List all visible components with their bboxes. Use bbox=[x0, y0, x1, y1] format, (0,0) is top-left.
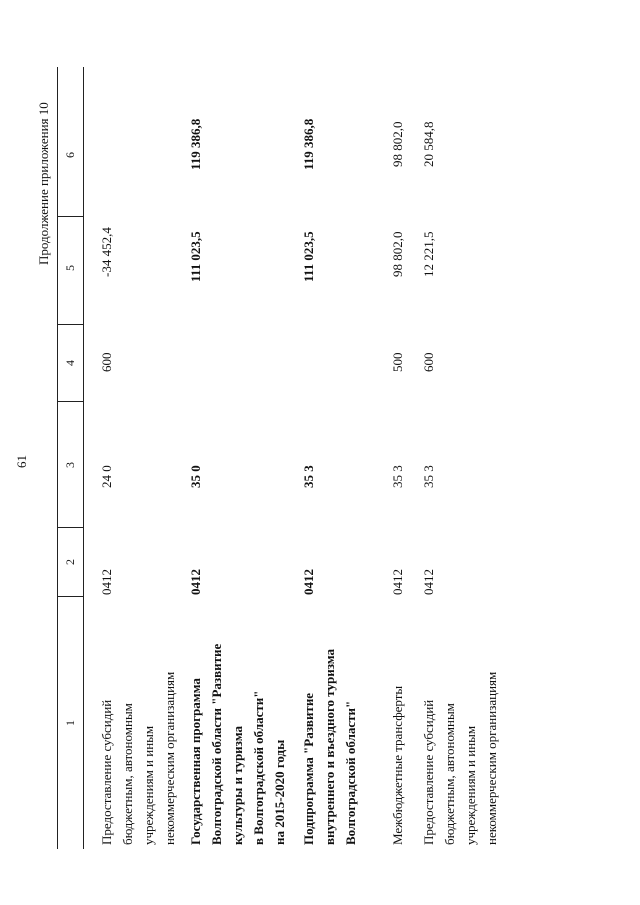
row-3-target: 35 3 bbox=[301, 465, 316, 488]
table-header-bottom-rule bbox=[83, 67, 84, 849]
row-1-name: Предоставление субсидий бюджетным, автономным учреждениям и иным некоммерческим организациям bbox=[99, 671, 177, 845]
row-5-section: 0412 bbox=[421, 569, 436, 595]
row-3-section: 0412 bbox=[301, 569, 316, 595]
row-4-name: Межбюджетные трансферты bbox=[390, 685, 405, 845]
row-1-target: 24 0 bbox=[99, 465, 114, 488]
row-3-amount-1: 111 023,5 bbox=[301, 231, 316, 282]
row-2-section: 0412 bbox=[188, 569, 203, 595]
table-header-top-rule bbox=[57, 67, 58, 849]
column-header-5: 5 bbox=[63, 265, 77, 271]
row-5-target: 35 3 bbox=[421, 465, 436, 488]
row-3-name: Подпрограмма "Развитие внутреннего и въездного туризма Волгоградской области" bbox=[301, 648, 358, 845]
row-4-amount-1: 98 802,0 bbox=[390, 231, 405, 277]
row-4-amount-2: 98 802,0 bbox=[390, 121, 405, 167]
row-5-amount-1: 12 221,5 bbox=[421, 231, 436, 277]
row-1-section: 0412 bbox=[99, 569, 114, 595]
column-divider bbox=[57, 216, 83, 217]
row-1-expense-type: 600 bbox=[99, 352, 114, 372]
row-2-target: 35 0 bbox=[188, 465, 203, 488]
row-5-expense-type: 600 bbox=[421, 352, 436, 372]
page-number: 61 bbox=[14, 455, 29, 468]
row-1-amount-1: -34 452,4 bbox=[99, 227, 114, 277]
row-4-target: 35 3 bbox=[390, 465, 405, 488]
column-divider bbox=[57, 596, 83, 597]
continuation-note: Продолжение приложения 10 bbox=[36, 102, 51, 265]
row-4-section: 0412 bbox=[390, 569, 405, 595]
column-divider bbox=[57, 527, 83, 528]
row-2-amount-1: 111 023,5 bbox=[188, 231, 203, 282]
row-2-name: Государственная программа Волгоградской области "Развитие культуры и туризма в Волгоградской области" на 2015-2020 годы bbox=[188, 643, 287, 845]
column-header-2: 2 bbox=[63, 559, 77, 565]
column-header-6: 6 bbox=[63, 152, 77, 158]
row-4-expense-type: 500 bbox=[390, 352, 405, 372]
column-divider bbox=[57, 324, 83, 325]
column-header-3: 3 bbox=[63, 462, 77, 468]
column-header-4: 4 bbox=[63, 360, 77, 366]
row-2-amount-2: 119 386,8 bbox=[188, 118, 203, 170]
column-header-1: 1 bbox=[63, 720, 77, 726]
row-5-name: Предоставление субсидий бюджетным, автономным учреждениям и иным некоммерческим организациям bbox=[421, 671, 499, 845]
row-5-amount-2: 20 584,8 bbox=[421, 121, 436, 167]
column-divider bbox=[57, 401, 83, 402]
row-3-amount-2: 119 386,8 bbox=[301, 118, 316, 170]
